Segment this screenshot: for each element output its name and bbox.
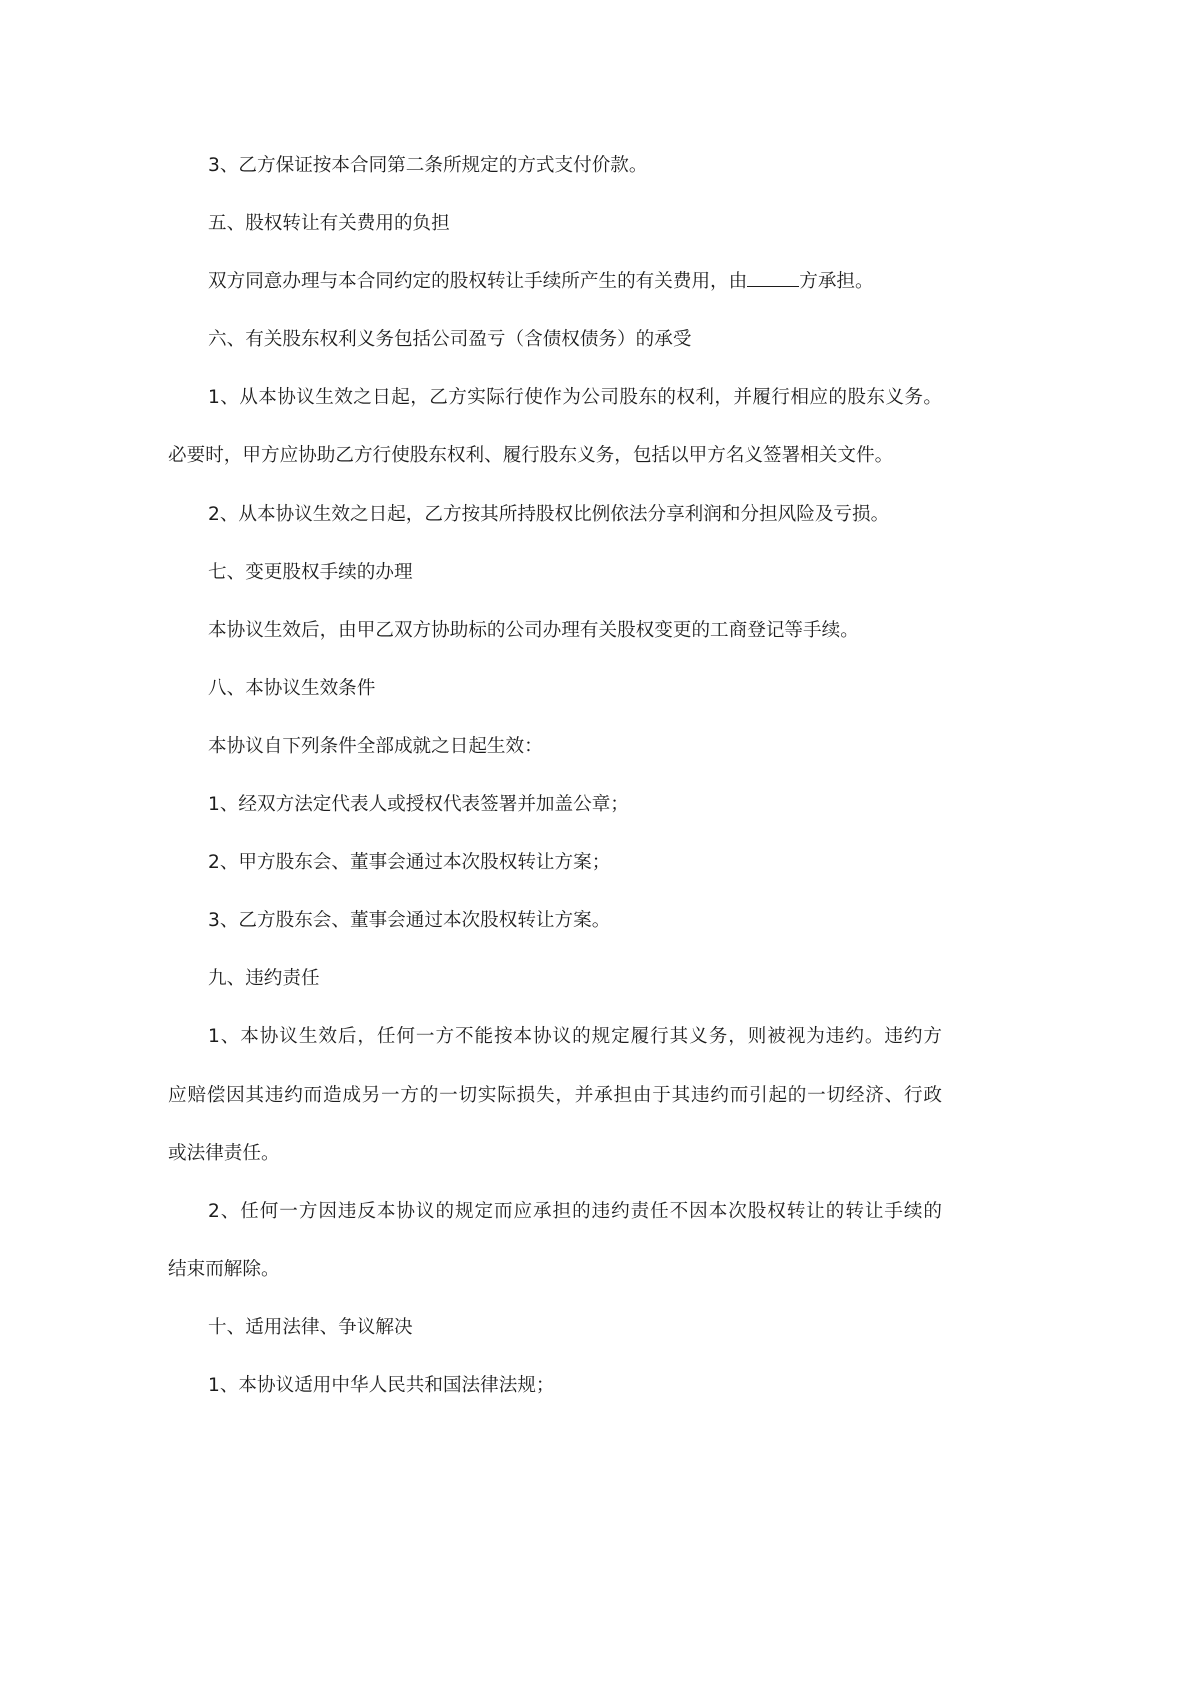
paragraph-line: 或法律责任。 [168,1142,280,1164]
paragraph-line: 本协议生效后，由甲乙双方协助标的公司办理有关股权变更的工商登记等手续。 [208,619,859,641]
paragraph [168,718,942,776]
document-body [168,137,942,1415]
section-heading-text: 九、违约责任 [208,968,320,990]
section-heading [168,195,942,253]
section-heading-text: 六、有关股东权利义务包括公司盈亏（含债权债务）的承受 [208,329,692,351]
paragraph-line: 1、本协议生效后，任何一方不能按本协议的规定履行其义务，则被视为违约。违约方 [208,1026,942,1048]
section-heading-text: 八、本协议生效条件 [208,677,376,699]
list-item [168,892,942,950]
paragraph-line: 2、甲方股东会、董事会通过本次股权转让方案； [208,852,611,874]
paragraph [168,253,942,311]
paragraph-line: 3、乙方保证按本合同第二条所规定的方式支付价款。 [208,155,648,176]
paragraph [168,369,942,485]
section-heading-text: 七、变更股权手续的办理 [208,561,413,583]
paragraph-line: 1、从本协议生效之日起，乙方实际行使作为公司股东的权利，并履行相应的股东义务。 [208,387,942,409]
paragraph [168,602,942,660]
fill-in-blank [747,269,799,287]
list-item [168,776,942,834]
section-heading-text: 十、适用法律、争议解决 [208,1316,413,1338]
section-heading [168,311,942,369]
paragraph-line: 应赔偿因其违约而造成另一方的一切实际损失，并承担由于其违约而引起的一切经济、行政 [168,1084,942,1106]
section-heading [168,950,942,1008]
paragraph-line: 2、从本协议生效之日起，乙方按其所持股权比例依法分享利润和分担风险及亏损。 [208,503,890,525]
paragraph-line: 1、经双方法定代表人或授权代表签署并加盖公章； [208,794,629,816]
paragraph-line: 必要时，甲方应协助乙方行使股东权利、履行股东义务，包括以甲方名义签署相关文件。 [168,445,894,467]
paragraph-line: 2、任何一方因违反本协议的规定而应承担的违约责任不因本次股权转让的转让手续的 [208,1200,942,1222]
paragraph [168,486,942,544]
paragraph-line: 3、乙方股东会、董事会通过本次股权转让方案。 [208,910,611,932]
list-item [168,834,942,892]
paragraph [168,1183,942,1299]
section-heading [168,1299,942,1357]
paragraph-line: 1、本协议适用中华人民共和国法律法规； [208,1374,555,1396]
paragraph [168,1357,942,1415]
section-heading [168,544,942,602]
text-before-blank: 双方同意办理与本合同约定的股权转让手续所产生的有关费用，由 [208,271,748,293]
section-heading [168,660,942,718]
paragraph-line: 本协议自下列条件全部成就之日起生效： [208,735,543,757]
text-after-blank: 方承担。 [799,271,874,293]
paragraph [168,1008,942,1182]
paragraph-line [168,253,942,311]
paragraph [168,137,942,195]
paragraph-line: 结束而解除。 [168,1258,280,1280]
section-heading-text: 五、股权转让有关费用的负担 [208,213,450,235]
